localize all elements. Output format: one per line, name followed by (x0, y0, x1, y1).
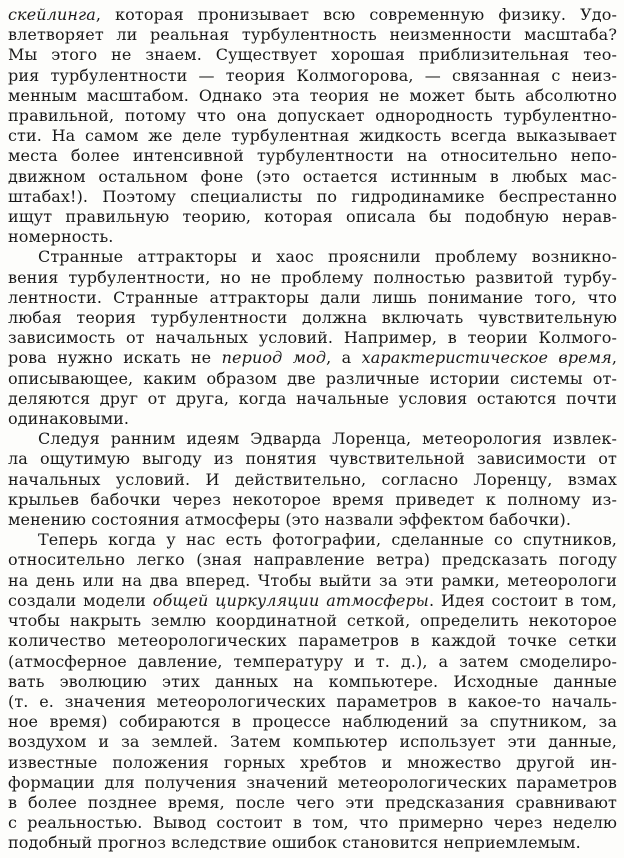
text-run: чтобы накрыть землю координатной сеткой, определить некоторое (8, 611, 617, 631)
text-line (8, 813, 617, 833)
text-run: лентности. Странные аттракторы дали лишь понимание того, что (8, 287, 617, 307)
text-run: ное время) собираются в процессе наблюдений за спутником, за (8, 712, 617, 732)
text-run: формации для получения значений метеорологических параметров (8, 772, 617, 792)
text-line (8, 692, 617, 712)
text-line (8, 409, 617, 429)
text-run: менению состояния атмосферы (это назвали эффектом бабочки). (8, 510, 572, 530)
text-line (8, 389, 617, 409)
text-run-italic: характеристическое время (361, 348, 612, 368)
text-line (8, 308, 617, 328)
text-line (8, 207, 617, 227)
text-line (8, 187, 617, 207)
text-line (8, 571, 617, 591)
text-run-italic: общей циркуляции атмосферы (152, 590, 429, 610)
text-run: Странные аттракторы и хаос прояснили проблему возникно- (38, 247, 617, 267)
text-run: (т. е. значения метеорологических параметров в какое-то началь- (8, 691, 617, 711)
text-run: воздухом и за землей. Затем компьютер использует эти данные, (8, 732, 617, 752)
text-run: , которая пронизывает всю современную физику. Удо- (95, 5, 617, 24)
text-run: количество метеорологических параметров в каждой точке сетки (8, 631, 617, 651)
text-run: создали модели (8, 590, 153, 610)
paragraph (8, 247, 617, 429)
text-run: штабах!). Поэтому специалисты по гидродинамике беспрестанно (8, 186, 617, 206)
text-run: Следуя ранним идеям Эдварда Лоренца, метеорология извлек- (38, 429, 617, 449)
text-run: , (611, 348, 617, 368)
text-run: ла ощутимую выгоду из понятия чувствительной зависимости от (8, 449, 617, 469)
text-run: описывающее, каким образом две различные истории системы от- (8, 368, 617, 388)
text-line (8, 126, 617, 146)
text-line (8, 530, 617, 550)
text-run: вения турбулентности, но не проблему полностью развитой турбу- (8, 267, 617, 287)
text-line (8, 449, 617, 469)
text-run: подобный прогноз вследствие ошибок становится неприемлемым. (8, 833, 581, 853)
text-line (8, 611, 617, 631)
text-run: номерность. (8, 227, 114, 247)
text-run: рова нужно искать не (8, 348, 222, 368)
text-run: крыльев бабочки через некоторое время приведет к полному из- (8, 489, 617, 509)
text-run: Мы этого не знаем. Существует хорошая приблизительная тео- (8, 45, 617, 65)
text-line (8, 348, 617, 368)
text-line (8, 732, 617, 752)
text-line (8, 510, 617, 530)
text-run: с реальностью. Вывод состоит в том, что примерно через неделю (8, 813, 617, 833)
text-line (8, 106, 617, 126)
text-run: ищут правильную теорию, которая описала бы подобную нерав- (8, 207, 617, 227)
text-run: места более интенсивной турбулентности на относительно непо- (8, 146, 617, 166)
text-run: вать эволюцию этих данных на компьютере. Исходные данные (8, 671, 617, 691)
text-line (8, 369, 617, 389)
text-run: начальных условий. И действительно, согласно Лоренцу, взмах (8, 469, 617, 489)
text-run-italic: период мод (221, 348, 327, 368)
text-run: менным масштабом. Однако эта теория не может быть абсолютно (8, 85, 617, 105)
text-line (8, 227, 617, 247)
text-run: одинаковыми. (8, 409, 130, 429)
text-line (8, 247, 617, 267)
text-run: , а (326, 348, 362, 368)
text-line (8, 550, 617, 570)
text-run: влетворяет ли реальная турбулентность неизменности масштаба? (8, 25, 617, 45)
text-run-italic: скейлинга (8, 5, 96, 24)
text-run: известные положения горных хребтов и множество другой ин- (8, 752, 617, 772)
paragraph (8, 5, 617, 247)
text-line (8, 773, 617, 793)
text-run: сти. На самом же деле турбулентная жидкость всегда выказывает (8, 126, 617, 146)
text-line (8, 5, 617, 25)
text-line (8, 288, 617, 308)
text-run: в более позднее время, после чего эти предсказания сравнивают (8, 792, 617, 812)
text-run: Теперь когда у нас есть фотографии, сделанные со спутников, (38, 530, 617, 550)
text-line (8, 631, 617, 651)
text-line (8, 429, 617, 449)
text-line (8, 712, 617, 732)
text-line (8, 753, 617, 773)
text-line (8, 833, 617, 853)
text-line (8, 25, 617, 45)
text-line (8, 591, 617, 611)
text-run: правильной, потому что она допускает однородность турбулентно- (8, 106, 617, 126)
text-run: (атмосферное давление, температуру и т. д.), а затем смоделиро- (8, 651, 617, 671)
text-line (8, 672, 617, 692)
text-run: деляются друг от друга, когда начальные условия остаются почти (8, 388, 617, 408)
text-line (8, 490, 617, 510)
text-line (8, 470, 617, 490)
text-run: . Идея состоит в том, (428, 590, 617, 610)
paragraph (8, 429, 617, 530)
text-line (8, 86, 617, 106)
text-run: рия турбулентности — теория Колмогорова, — связанная с неиз- (8, 65, 617, 85)
text-line (8, 652, 617, 672)
text-line (8, 66, 617, 86)
text-run: любая теория турбулентности должна включать чувствительную (8, 308, 617, 328)
text-run: относительно легко (зная направление ветра) предсказать погоду (8, 550, 617, 570)
text-run: на день или на два вперед. Чтобы выйти за эти рамки, метеорологи (8, 570, 617, 590)
page-text (8, 5, 617, 854)
text-line (8, 167, 617, 187)
text-line (8, 146, 617, 166)
text-line (8, 328, 617, 348)
text-line (8, 793, 617, 813)
text-run: движном остальном фоне (это остается истинным в любых мас- (8, 166, 617, 186)
paragraph (8, 530, 617, 853)
text-line (8, 45, 617, 65)
text-run: зависимость от начальных условий. Например, в теории Колмого- (8, 328, 617, 348)
text-line (8, 268, 617, 288)
